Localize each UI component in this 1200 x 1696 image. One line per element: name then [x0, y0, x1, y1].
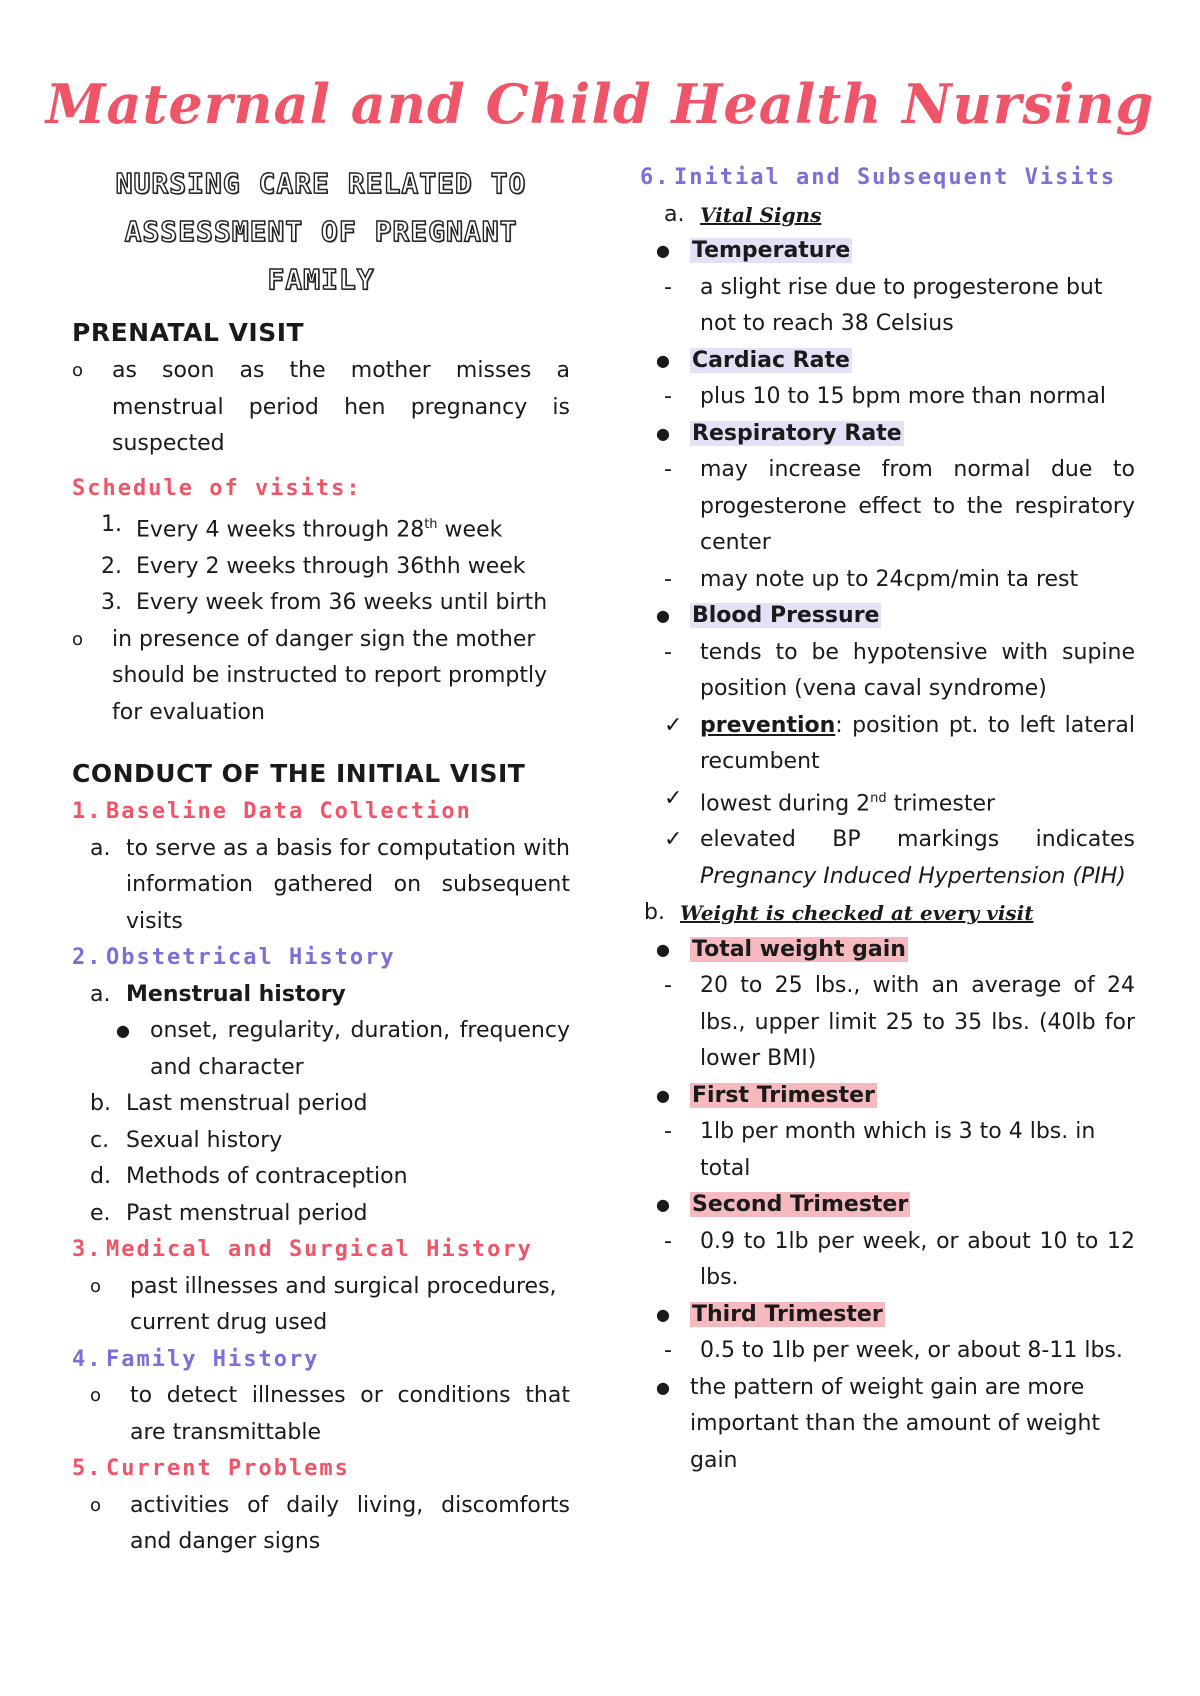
list-number: 1. — [101, 512, 122, 537]
list-number: 2. — [101, 553, 122, 579]
bullet-icon: ● — [656, 423, 670, 443]
section-5-heading: 5. Current Problems — [72, 1456, 350, 1482]
right-column — [640, 160, 1135, 1479]
bullet-icon: ● — [656, 1195, 670, 1215]
prenatal-point-2: in presence of danger sign the mother should be instructed to report promptly for evaluation — [112, 626, 548, 725]
section-6-heading: 6. Initial and Subsequent Visits — [640, 165, 1117, 190]
schedule-2: Every 2 weeks through 36thh week — [136, 553, 526, 579]
bullet-icon: ● — [656, 606, 670, 625]
list-item: d. Methods of contraception — [90, 1164, 408, 1190]
prenatal-visit-heading: PRENATAL VISIT — [72, 318, 305, 347]
list-item: a. to serve as a basis for computation with information gathered on subsequent visits — [90, 835, 570, 934]
bullet-icon: ● — [656, 1377, 670, 1397]
list-item: - tends to be hypotensive with supine position (vena caval syndrome) — [664, 639, 1135, 701]
list-item: - a slight rise due to progesterone but not to reach 38 Celsius — [664, 274, 1103, 336]
second-trimester-label: Second Trimester — [692, 1192, 909, 1218]
cardiac-rate-label: Cardiac Rate — [692, 347, 850, 373]
list-item: - 1lb per month which is 3 to 4 lbs. in total — [664, 1119, 1096, 1181]
bullet-icon: ● — [656, 350, 670, 370]
list-item — [640, 932, 1135, 969]
section-3-heading: 3. Medical and Surgical History — [72, 1237, 533, 1263]
list-item — [640, 416, 1135, 453]
list-item: ✓ lowest during 2nd trimester — [640, 781, 1135, 823]
list-item: a. Menstrual history — [90, 981, 346, 1007]
list-item — [640, 343, 1135, 380]
list-item — [640, 1078, 1135, 1115]
list-item — [640, 1370, 1135, 1480]
weight-heading: b. Weight is checked at every visit — [644, 900, 1034, 926]
list-item: ✓ prevention: position pt. to left lateral recumbent — [640, 708, 1135, 781]
list-item: - 0.9 to 1lb per week, or about 10 to 12 lbs. — [664, 1228, 1135, 1291]
bullet-icon: ● — [656, 1304, 670, 1324]
circle-bullet-icon: o — [72, 628, 84, 650]
third-trimester-label: Third Trimester — [692, 1301, 883, 1327]
check-icon: ✓ — [664, 712, 683, 738]
circle-bullet-icon: o — [90, 1385, 102, 1407]
list-item — [72, 549, 570, 586]
list-item — [640, 1297, 1135, 1334]
list-item: o to detect illnesses or conditions that are transmittable — [72, 1378, 570, 1451]
conduct-heading: CONDUCT OF THE INITIAL VISIT — [72, 759, 526, 789]
left-column — [72, 160, 570, 1561]
circle-bullet-icon: o — [72, 360, 84, 381]
section-1-heading: 1. Baseline Data Collection — [72, 799, 472, 825]
check-icon: ✓ — [664, 827, 683, 853]
list-item: o activities of daily living, discomforts and danger signs — [72, 1488, 570, 1561]
check-icon: ✓ — [664, 785, 683, 811]
schedule-3: Every week from 36 weeks until birth — [136, 590, 548, 616]
list-item: - may note up to 24cpm/min ta rest — [664, 566, 1079, 592]
list-item: ✓ elevated BP markings indicates Pregnancy Induced Hypertension (PIH) — [640, 822, 1135, 895]
page-title: Maternal and Child Health Nursing — [45, 72, 1155, 136]
list-item: o past illnesses and surgical procedures, current drug used — [72, 1269, 570, 1342]
list-item: - 0.5 to 1lb per week, or about 8-11 lbs. — [664, 1338, 1123, 1364]
bullet-icon: ● — [116, 1021, 130, 1041]
list-item: - plus 10 to 15 bpm more than normal — [664, 384, 1106, 409]
list-item: - may increase from normal due to progesterone effect to the respiratory center — [664, 457, 1135, 555]
bullet-icon: ● — [656, 1085, 670, 1105]
list-item — [72, 507, 570, 549]
list-item — [72, 622, 570, 732]
bullet-icon: ● — [656, 939, 670, 959]
pattern-note: the pattern of weight gain are more important than the amount of weight gain — [690, 1374, 1101, 1473]
list-item — [640, 1187, 1135, 1224]
schedule-heading: Schedule of visits: — [72, 475, 362, 501]
section-4-heading: 4. Family History — [72, 1346, 320, 1372]
circle-bullet-icon: o — [90, 1275, 102, 1297]
schedule-1: Every 4 weeks through 28th week — [136, 517, 503, 543]
circle-bullet-icon: o — [90, 1494, 102, 1516]
list-item: - 20 to 25 lbs., with an average of 24 lbs., upper limit 25 to 35 lbs. (40lb for lower BMI) — [664, 973, 1135, 1072]
temperature-label: Temperature — [692, 238, 851, 263]
list-item: ● onset, regularity, duration, frequency and character — [72, 1013, 570, 1086]
prenatal-point-1: as soon as the mother misses a menstrual period hen pregnancy is suspected — [112, 358, 570, 456]
bullet-icon: ● — [656, 241, 670, 260]
respiratory-rate-label: Respiratory Rate — [692, 420, 902, 446]
list-number: 3. — [101, 590, 122, 616]
section-2-heading: 2. Obstetrical History — [72, 945, 396, 971]
list-item: c. Sexual history — [90, 1127, 283, 1153]
list-item — [72, 353, 570, 463]
list-item — [72, 585, 570, 622]
list-item — [640, 598, 1135, 635]
vital-signs-heading: a. Vital Signs — [664, 201, 822, 227]
list-item — [640, 233, 1135, 270]
total-weight-gain-label: Total weight gain — [692, 936, 906, 962]
list-item: b. Last menstrual period — [90, 1091, 368, 1117]
first-trimester-label: First Trimester — [692, 1082, 875, 1108]
blood-pressure-label: Blood Pressure — [692, 603, 880, 628]
list-item: e. Past menstrual period — [90, 1200, 368, 1226]
handwritten-title: NURSING CARE RELATED TO ASSESSMENT OF PREGNANT FAMILY — [115, 167, 527, 296]
